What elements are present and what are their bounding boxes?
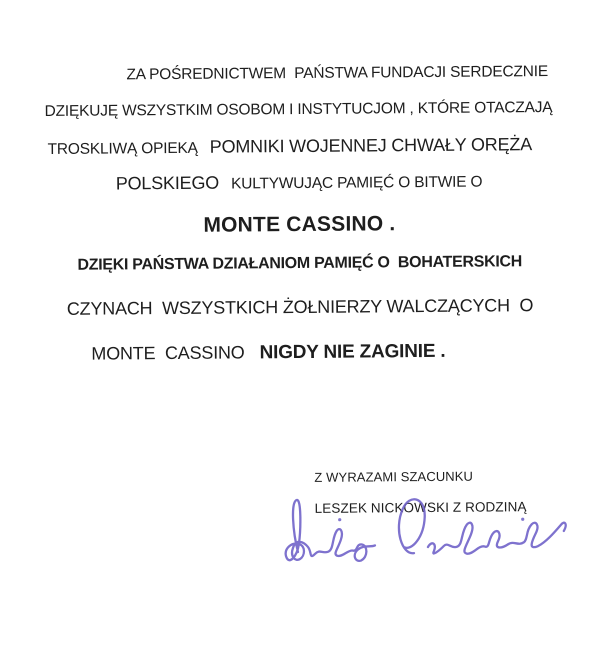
closing-regards: Z WYRAZAMI SZACUNKU [314,468,474,485]
letter-line-8 [0,341,600,365]
letter-line-3 [0,135,599,159]
signatory-name: LESZEK NICKOWSKI Z RODZINĄ [314,499,527,516]
letter-line-8-part-a: MONTE CASSINO [91,342,245,364]
letter-line-4-part-a: POLSKIEGO [115,172,220,194]
handwritten-signature-icon [275,484,576,582]
letter-line-2: DZIĘKUJĘ WSZYSTKIM OSOBOM I INSTYTUCJOM , KTÓRE OTACZAJĄ [44,99,553,120]
letter-line-4-part-b: KULTYWUJĄC PAMIĘĆ O BITWIE O [230,173,483,193]
letter-line-7: CZYNACH WSZYSTKICH ŻOŁNIERZY WALCZĄCYCH O [66,295,534,319]
letter-line-3-part-b: POMNIKI WOJENNEJ CHWAŁY ORĘŻA [209,134,533,157]
letter-line-1: ZA POŚREDNICTWEM PAŃSTWA FUNDACJI SERDECZNIE [126,63,549,84]
letter-line-8-part-b: NIGDY NIE ZAGINIE . [259,340,446,364]
letter-headline-monte-cassino: MONTE CASSINO . [203,212,396,237]
letter-line-3-part-a: TROSKLIWĄ OPIEKĄ [47,139,198,158]
letter-line-4 [0,171,599,195]
letter-line-6: DZIĘKI PAŃSTWA DZIAŁANIOM PAMIĘĆ O BOHATERSKICH [77,253,523,274]
